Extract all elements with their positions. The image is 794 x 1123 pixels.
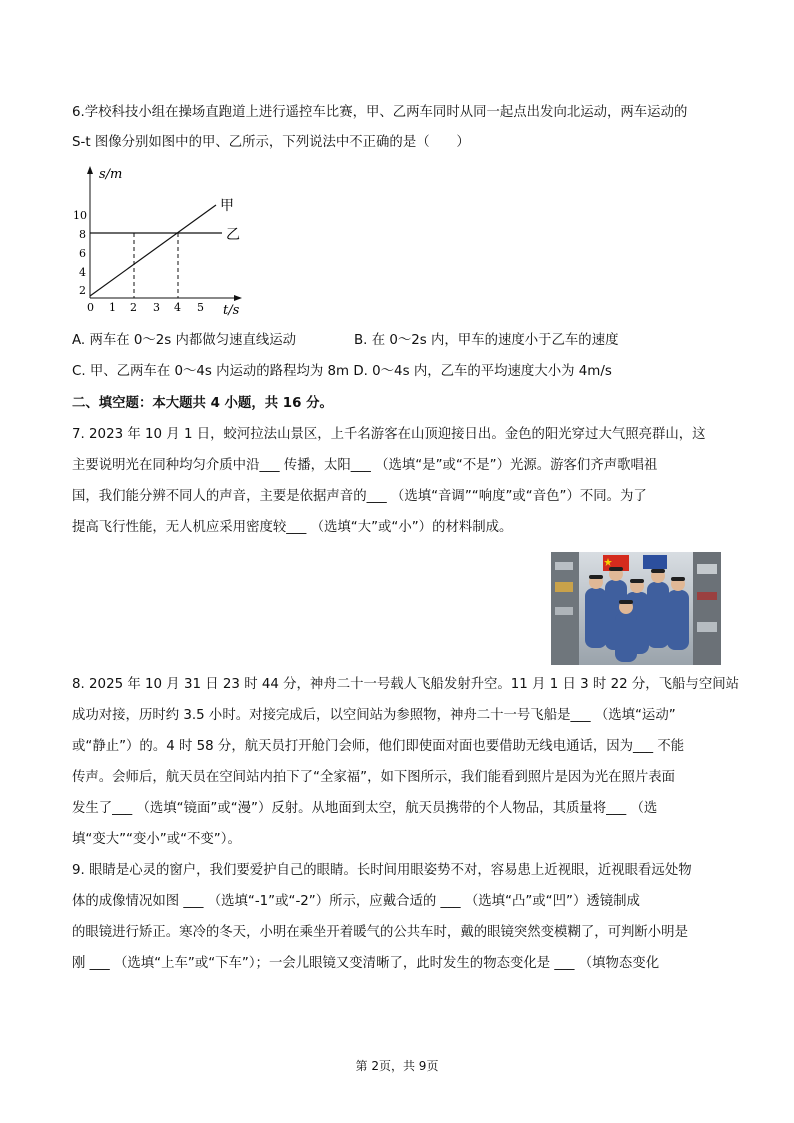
st-graph [68,160,258,320]
x-tick: 1 [109,301,116,314]
q7-line: 国，我们能分辨不同人的声音，主要是依据声音的___ （选填“音调”“响度”或“音色”）不同。为了 [72,489,647,504]
q7-line: 7. 2023 年 10 月 1 日，蛟河拉法山景区，上千名游客在山顶迎接日出。金色的阳光穿过大气照亮群山，这 [72,427,706,442]
q8-line: 成功对接，历时约 3.5 小时。对接完成后，以空间站为参照物，神舟二十一号飞船是___ （选填“运动” [72,708,676,723]
q9-line: 9. 眼睛是心灵的窗户，我们要爱护自己的眼睛。长时间用眼姿势不对，容易患上近视眼，近视眼看远处物 [72,863,692,878]
y-tick: 4 [79,266,86,279]
section-heading: 二、填空题：本大题共 4 小题，共 16 分。 [72,396,333,411]
q8-line: 发生了___ （选填“镜面”或“漫”）反射。从地面到太空，航天员携带的个人物品，其质量将___ （选 [72,801,658,816]
x-tick: 3 [153,301,160,314]
x-tick: 4 [174,301,181,314]
x-axis-label: t/s [223,303,240,318]
y-tick: 2 [79,284,86,297]
q9-line: 刚 ___ （选填“上车”或“下车”）；一会儿眼镜又变清晰了，此时发生的物态变化是 ___ （填物态变化 [72,956,660,971]
q8-line: 或“静止”）的。4 时 58 分，航天员打开舱门会师，他们即使面对面也要借助无线电通话，因为___ 不能 [72,739,685,754]
x-axis-arrow [234,295,242,301]
q8-line: 传声。会师后，航天员在空间站内拍下了“全家福”，如下图所示，我们能看到照片是因为光在照片表面 [72,770,676,785]
y-axis-arrow [87,166,93,174]
q6-line-2: S-t 图像分别如图中的甲、乙所示，下列说法中不正确的是（ ） [72,135,470,150]
y-tick: 6 [79,247,86,260]
y-axis-label: s/m [99,167,123,182]
y-tick: 8 [79,228,86,241]
x-tick: 5 [197,301,204,314]
series-a-line [90,205,216,296]
q6-option-cd: C. 甲、乙两车在 0～4s 内运动的路程均为 8m D. 0～4s 内，乙车的平均速度大小为 4m/s [72,364,612,379]
q6-option-a: A. 两车在 0～2s 内都做匀速直线运动 [72,333,297,348]
astronaut-group-photo [551,552,721,665]
series-a-label: 甲 [220,198,234,214]
q8-line: 8. 2025 年 10 月 31 日 23 时 44 分，神舟二十一号载人飞船发射升空。11 月 1 日 3 时 22 分，飞船与空间站 [72,677,739,692]
x-tick: 0 [87,301,94,314]
q6-line-1: 6.学校科技小组在操场直跑道上进行遥控车比赛，甲、乙两车同时从同一起点出发向北运动，两车运动的 [72,105,688,120]
x-tick: 2 [130,301,137,314]
q7-line: 主要说明光在同种均匀介质中沿___ 传播，太阳___ （选填“是”或“不是”）光源。游客们齐声歌唱祖 [72,458,658,473]
y-tick: 10 [73,209,87,222]
q7-line: 提高飞行性能，无人机应采用密度较___ （选填“大”或“小”）的材料制成。 [72,520,513,535]
q9-line: 的眼镜进行矫正。寒冷的冬天，小明在乘坐开着暖气的公共车时，戴的眼镜突然变模糊了，可判断小明是 [72,925,688,940]
page-number: 第 2页，共 9页 [355,1059,439,1073]
q8-line: 填“变大”“变小”或“不变”）。 [72,832,241,847]
q6-option-b: B. 在 0～2s 内，甲车的速度小于乙车的速度 [354,333,619,348]
q9-line: 体的成像情况如图 ___ （选填“-1”或“-2”）所示，应戴合适的 ___ （选填“凸”或“凹”）透镜制成 [72,894,640,909]
series-b-label: 乙 [226,227,240,243]
